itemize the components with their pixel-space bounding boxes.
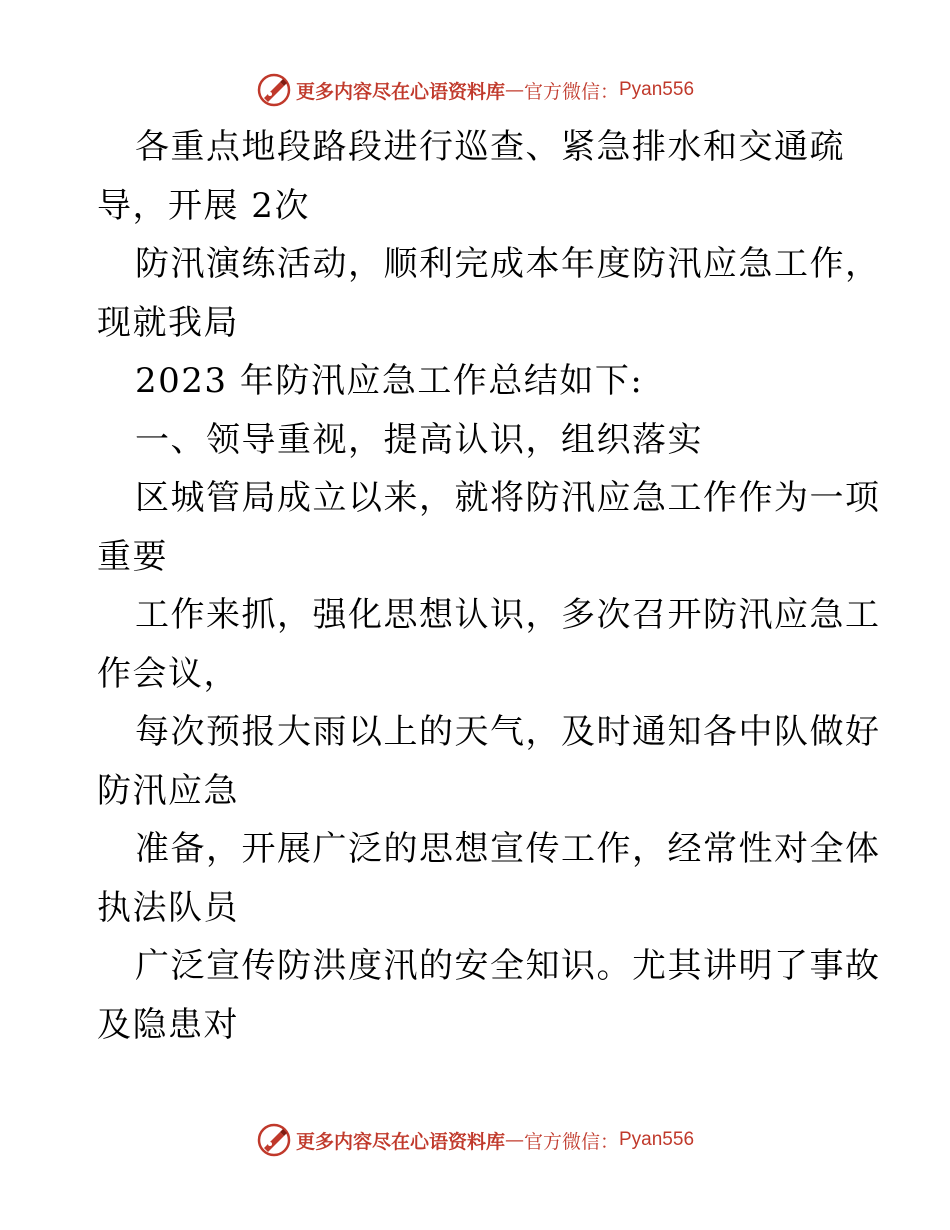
text-line: 每次预报大雨以上的天气，及时通知各中队做好 <box>135 712 881 752</box>
text-line: 现就我局 <box>97 302 239 343</box>
header-watermark <box>0 68 950 112</box>
watermark-wechat-id: Pyan556 <box>619 1129 695 1150</box>
watermark-separator: — <box>504 79 524 101</box>
text-line: 导，开展 2次 <box>97 185 310 226</box>
text-line: 作会议， <box>97 653 239 694</box>
watermark-wechat-label: 官方微信： <box>523 80 619 103</box>
text-line: 2023 年防汛应急工作总结如下: <box>135 361 644 401</box>
document-body <box>97 118 881 1054</box>
watermark-text: 更多内容尽在心语资料库 <box>295 80 505 103</box>
pen-logo-icon <box>256 1122 292 1158</box>
footer-watermark <box>0 1118 950 1162</box>
text-line: 防汛应急 <box>97 770 239 811</box>
section-heading: 一、领导重视，提高认识，组织落实 <box>135 419 703 460</box>
watermark-wechat-label: 官方微信： <box>523 1130 619 1153</box>
watermark-separator: — <box>504 1129 524 1151</box>
text-line: 工作来抓，强化思想认识，多次召开防汛应急工 <box>135 595 881 635</box>
watermark-text: 更多内容尽在心语资料库 <box>295 1130 505 1153</box>
text-line: 防汛演练活动，顺利完成本年度防汛应急工作， <box>135 244 881 284</box>
text-line: 及隐患对 <box>97 1004 239 1045</box>
pen-logo-icon <box>256 72 292 108</box>
text-line: 重要 <box>97 536 168 577</box>
text-line: 广泛宣传防洪度汛的安全知识。尤其讲明了事故 <box>135 946 881 986</box>
text-line: 执法队员 <box>97 887 239 928</box>
text-line: 区城管局成立以来，就将防汛应急工作作为一项 <box>135 478 881 518</box>
text-line: 各重点地段路段进行巡查、紧急排水和交通疏 <box>135 127 845 167</box>
text-line: 准备，开展广泛的思想宣传工作，经常性对全体 <box>135 829 881 869</box>
watermark-wechat-id: Pyan556 <box>619 79 695 100</box>
